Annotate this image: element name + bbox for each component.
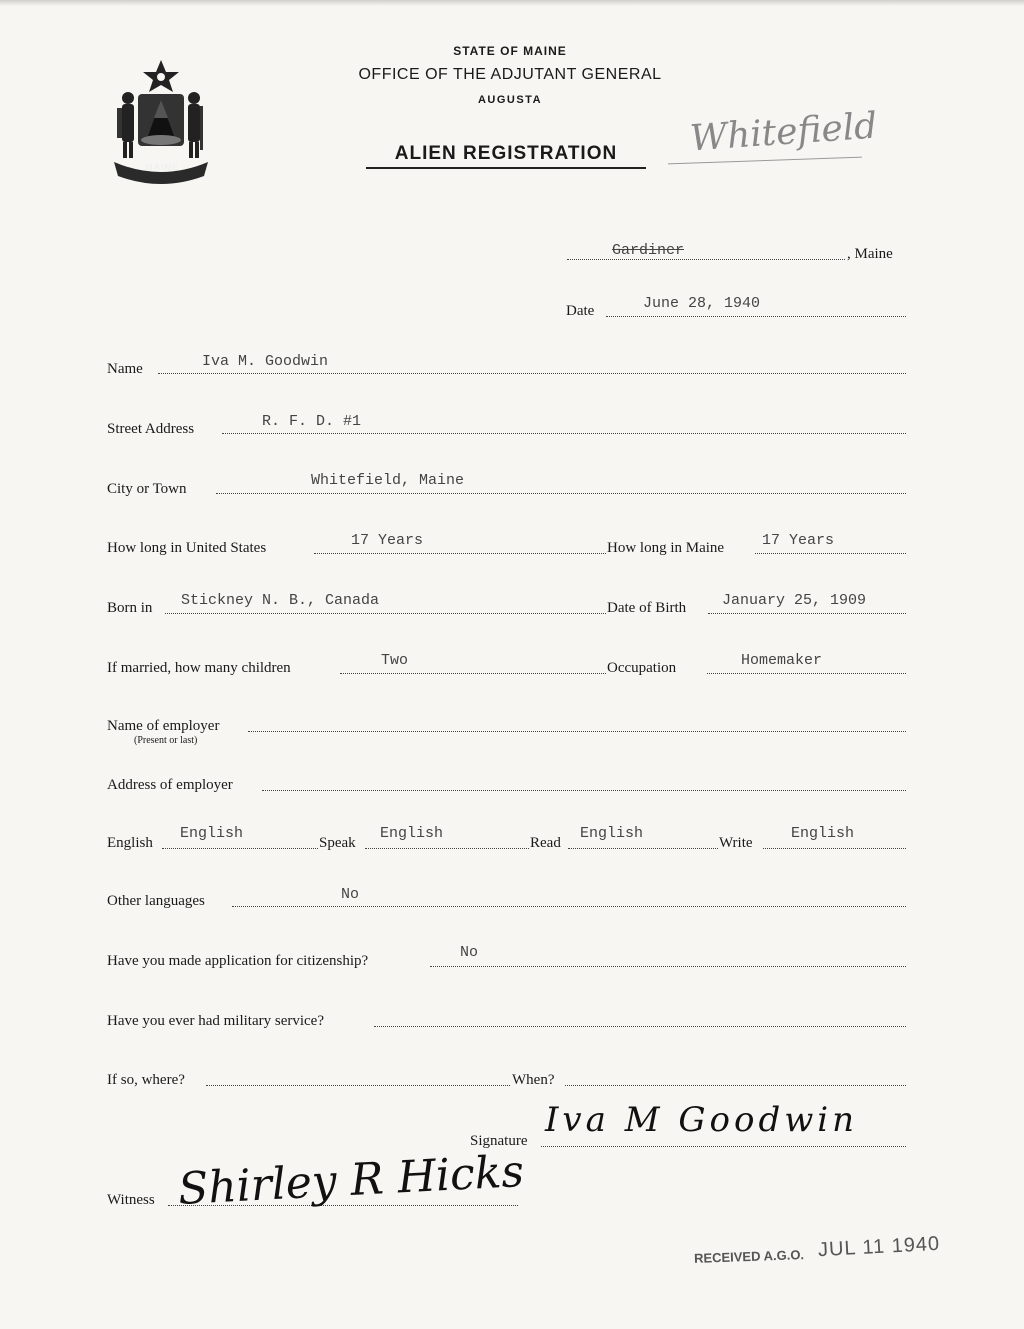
maine-duration-value: 17 Years [762, 532, 835, 549]
dob-value: January 25, 1909 [722, 592, 867, 609]
street-label: Street Address [107, 421, 195, 437]
occupation-label: Occupation [607, 660, 677, 676]
occupation-value: Homemaker [741, 652, 823, 669]
citizenship-value: No [460, 944, 479, 961]
city-value: Whitefield, Maine [311, 472, 465, 489]
city-label: City or Town [107, 481, 187, 497]
read-label: Read [530, 835, 561, 851]
town-line [567, 259, 845, 260]
other-languages-line [232, 906, 906, 907]
write-value: English [791, 825, 855, 842]
name-label: Name [107, 361, 143, 377]
write-label: Write [719, 835, 753, 851]
when-line [565, 1085, 906, 1086]
employer-address-line [262, 790, 906, 791]
dob-label: Date of Birth [607, 600, 687, 616]
where-line [206, 1085, 510, 1086]
office-heading: OFFICE OF THE ADJUTANT GENERAL [358, 66, 662, 83]
where-label: If so, where? [107, 1072, 185, 1088]
witness-label: Witness [107, 1192, 155, 1208]
city-line [216, 493, 906, 494]
date-label: Date [566, 303, 595, 319]
signature-label: Signature [470, 1133, 528, 1149]
english-label: English [107, 835, 153, 851]
employer-line [248, 731, 906, 732]
page-top-edge [0, 0, 1024, 6]
date-line [606, 316, 906, 317]
english-value: English [180, 825, 244, 842]
handwritten-town-annotation: Whitefield [688, 105, 879, 160]
state-heading: STATE OF MAINE [453, 44, 567, 58]
state-suffix: , Maine [847, 246, 893, 262]
other-languages-value: No [341, 886, 360, 903]
employer-label: Name of employer [107, 718, 220, 734]
military-label: Have you ever had military service? [107, 1013, 324, 1029]
speak-value: English [380, 825, 444, 842]
born-label: Born in [107, 600, 153, 616]
town-value: Gardiner [612, 242, 685, 259]
received-stamp-label: RECEIVED A.G.O. [693, 1247, 805, 1266]
street-value: R. F. D. #1 [262, 413, 362, 430]
english-line [162, 848, 318, 849]
read-value: English [580, 825, 644, 842]
children-value: Two [381, 652, 409, 669]
signature-handwriting: Iva M Goodwin [545, 1100, 859, 1140]
other-languages-label: Other languages [107, 893, 205, 909]
citizenship-label: Have you made application for citizenship? [107, 953, 369, 969]
speak-line [365, 848, 529, 849]
us-duration-line [314, 553, 606, 554]
received-stamp-date: JUL 11 1940 [817, 1232, 941, 1262]
born-value: Stickney N. B., Canada [181, 592, 380, 609]
when-label: When? [512, 1072, 555, 1088]
name-value: Iva M. Goodwin [202, 353, 329, 370]
employer-address-label: Address of employer [107, 777, 233, 793]
street-line [222, 433, 906, 434]
name-line [158, 373, 906, 374]
speak-label: Speak [319, 835, 356, 851]
children-line [340, 673, 606, 674]
dob-line [708, 613, 906, 614]
military-line [374, 1026, 906, 1027]
signature-line [541, 1146, 906, 1147]
us-duration-label: How long in United States [107, 540, 267, 556]
form-title: ALIEN REGISTRATION [366, 143, 646, 169]
citizenship-line [430, 966, 906, 967]
us-duration-value: 17 Years [351, 532, 424, 549]
born-line [165, 613, 606, 614]
maine-duration-line [755, 553, 906, 554]
occupation-line [707, 673, 906, 674]
children-label: If married, how many children [107, 660, 291, 676]
maine-duration-label: How long in Maine [607, 540, 725, 556]
date-value: June 28, 1940 [643, 295, 761, 312]
write-line [763, 848, 906, 849]
city-heading: AUGUSTA [477, 94, 543, 106]
read-line [568, 848, 718, 849]
seal-banner-text: MAINE [145, 162, 179, 172]
employer-sublabel: (Present or last) [134, 735, 198, 746]
witness-handwriting: Shirley R Hicks [176, 1145, 526, 1216]
